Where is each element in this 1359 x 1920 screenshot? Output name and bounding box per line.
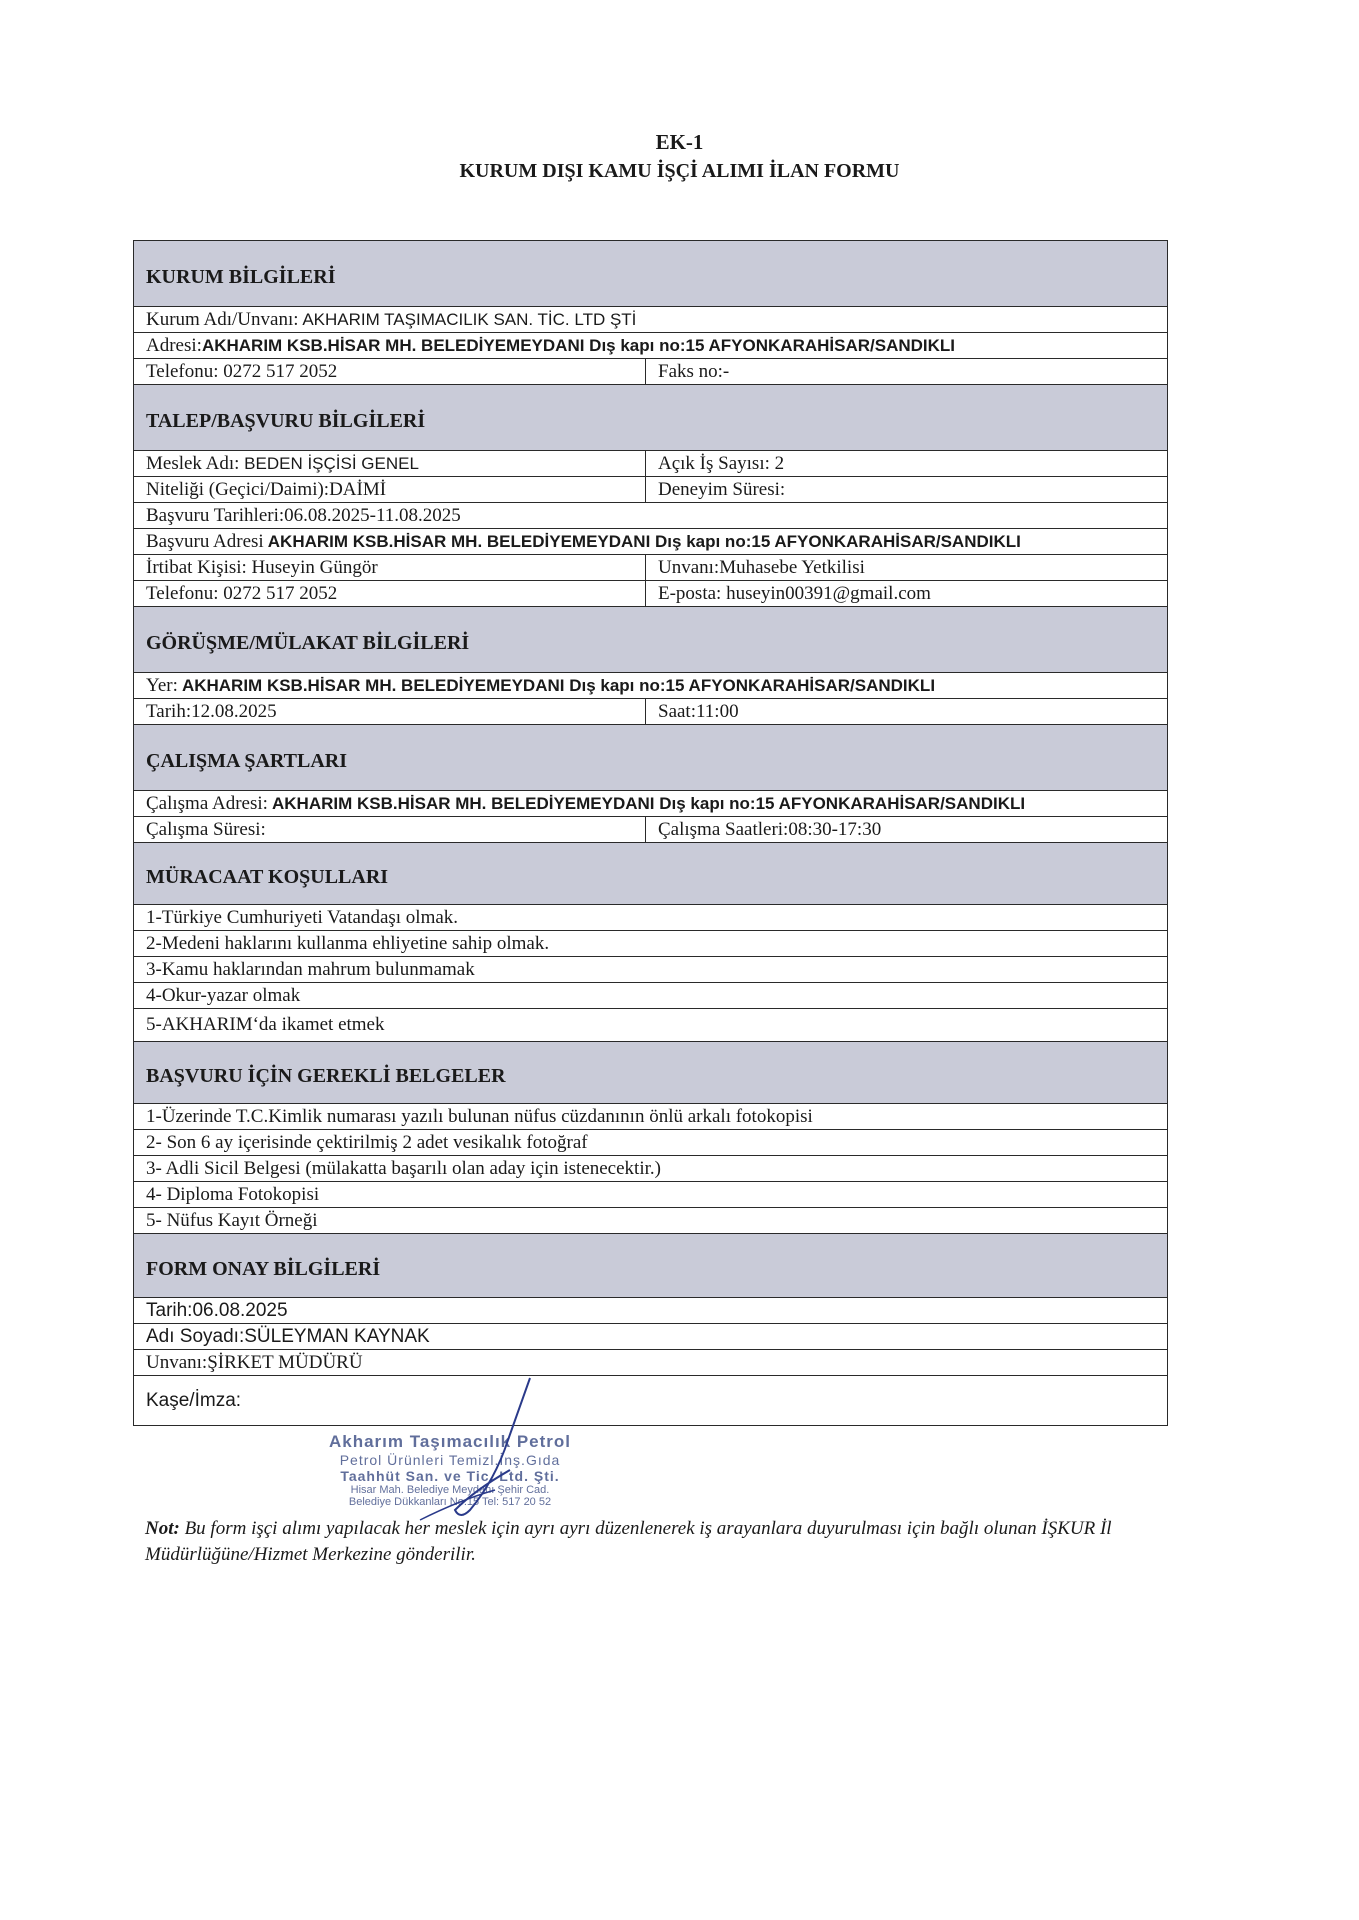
gorusme-yer-label: Yer:	[146, 674, 178, 696]
meslek-label: Meslek Adı:	[146, 452, 240, 474]
onay-kase: Kaşe/İmza:	[134, 1376, 1168, 1426]
note-text: Bu form işçi alımı yapılacak her meslek için ayrı ayrı düzenlenerek iş arayanlara duyurulması için bağlı olunan İŞKUR İl Müdürlüğüne/Hizmet Merkezine gönderilir.	[145, 1518, 1112, 1565]
stamp-line: Petrol Ürünleri Temizl.İnş.Gıda	[339, 1452, 561, 1468]
onay-adi-row	[134, 1324, 1168, 1350]
talep-telefon: Telefonu: 0272 517 2052	[134, 581, 646, 607]
iletisim-row	[134, 581, 1168, 607]
gorusme-tarih-row	[134, 699, 1168, 725]
list-item	[134, 1182, 1168, 1208]
stamp-line: Hisar Mah. Belediye Meydanı Şehir Cad.	[350, 1484, 550, 1496]
gorusme-yer-row	[134, 673, 1168, 699]
belge-item: 1-Üzerinde T.C.Kimlik numarası yazılı bulunan nüfus cüzdanının önlü arkalı fotokopisi	[134, 1104, 1168, 1130]
list-item	[134, 931, 1168, 957]
belge-item: 2- Son 6 ay içerisinde çektirilmiş 2 adet vesikalık fotoğraf	[134, 1130, 1168, 1156]
gorusme-yer-value: AKHARIM KSB.HİSAR MH. BELEDİYEMEYDANI Dış kapı no:15 AFYONKARAHİSAR/SANDIKLI	[177, 675, 936, 695]
onay-tarih: Tarih:06.08.2025	[134, 1298, 1168, 1324]
stamp-line: Belediye Dükkanları No:15 Tel: 517 20 52	[348, 1496, 552, 1508]
list-item	[134, 1130, 1168, 1156]
gorusme-saat: Saat:11:00	[646, 699, 1168, 725]
section-calisma	[134, 725, 1168, 791]
irtibat-kisisi: İrtibat Kişisi: Huseyin Güngör	[134, 555, 646, 581]
section-heading: ÇALIŞMA ŞARTLARI	[134, 725, 1168, 791]
kurum-adi-row	[134, 307, 1168, 333]
list-item	[134, 957, 1168, 983]
calisma-adres-value: AKHARIM KSB.HİSAR MH. BELEDİYEMEYDANI Dış kapı no:15 AFYONKARAHİSAR/SANDIKLI	[267, 793, 1026, 813]
belge-item: 3- Adli Sicil Belgesi (mülakatta başarılı olan aday için istenecektir.)	[134, 1156, 1168, 1182]
gorusme-tarih: Tarih:12.08.2025	[134, 699, 646, 725]
form-table	[133, 240, 1168, 1426]
section-heading: MÜRACAAT KOŞULLARI	[134, 843, 1168, 905]
basvuru-adresi-row	[134, 529, 1168, 555]
kurum-adres-row	[134, 333, 1168, 359]
section-kurum	[134, 241, 1168, 307]
stamp-line: Taahhüt San. ve Tic. Ltd. Şti.	[340, 1468, 560, 1484]
note-label: Not:	[145, 1518, 180, 1539]
section-heading: FORM ONAY BİLGİLERİ	[134, 1234, 1168, 1298]
list-item	[134, 1208, 1168, 1234]
muracaat-item: 1-Türkiye Cumhuriyeti Vatandaşı olmak.	[134, 905, 1168, 931]
onay-unvan-row	[134, 1350, 1168, 1376]
talep-eposta: E-posta: huseyin00391@gmail.com	[646, 581, 1168, 607]
section-talep	[134, 385, 1168, 451]
form-title: KURUM DIŞI KAMU İŞÇİ ALIMI İLAN FORMU	[459, 160, 900, 182]
meslek-value: BEDEN İŞÇİSİ GENEL	[239, 453, 419, 473]
belge-item: 4- Diploma Fotokopisi	[134, 1182, 1168, 1208]
ek-label: EK-1	[655, 130, 704, 154]
section-heading: GÖRÜŞME/MÜLAKAT BİLGİLERİ	[134, 607, 1168, 673]
signature	[400, 1370, 580, 1530]
niteligi: Niteliği (Geçici/Daimi):DAİMİ	[134, 477, 646, 503]
kurum-adi-label: Kurum Adı/Unvanı:	[146, 308, 299, 330]
muracaat-item: 4-Okur-yazar olmak	[134, 983, 1168, 1009]
kurum-adres-value: AKHARIM KSB.HİSAR MH. BELEDİYEMEYDANI Dış kapı no:15 AFYONKARAHİSAR/SANDIKLI	[201, 335, 956, 355]
muracaat-item: 3-Kamu haklarından mahrum bulunmamak	[134, 957, 1168, 983]
section-muracaat	[134, 843, 1168, 905]
section-heading: KURUM BİLGİLERİ	[134, 241, 1168, 307]
list-item	[134, 905, 1168, 931]
onay-tarih-row	[134, 1298, 1168, 1324]
irtibat-unvani: Unvanı:Muhasebe Yetkilisi	[646, 555, 1168, 581]
muracaat-item: 5-AKHARIM‘da ikamet etmek	[134, 1009, 1168, 1042]
section-gorusme	[134, 607, 1168, 673]
kurum-adres-label: Adresi:	[146, 334, 202, 356]
list-item	[134, 1104, 1168, 1130]
onay-adi-soyadi: Adı Soyadı:SÜLEYMAN KAYNAK	[134, 1324, 1168, 1350]
basvuru-tarihleri-row	[134, 503, 1168, 529]
acik-is-sayisi: Açık İş Sayısı: 2	[646, 451, 1168, 477]
onay-kase-row	[134, 1376, 1168, 1426]
deneyim-suresi: Deneyim Süresi:	[646, 477, 1168, 503]
calisma-suresi: Çalışma Süresi:	[134, 817, 646, 843]
kurum-telefon: Telefonu: 0272 517 2052	[134, 359, 646, 385]
onay-unvani: Unvanı:ŞİRKET MÜDÜRÜ	[134, 1350, 1168, 1376]
basvuru-adresi-value: AKHARIM KSB.HİSAR MH. BELEDİYEMEYDANI Dış kapı no:15 AFYONKARAHİSAR/SANDIKLI	[263, 531, 1021, 551]
section-heading: BAŞVURU İÇİN GEREKLİ BELGELER	[134, 1042, 1168, 1104]
calisma-adres-label: Çalışma Adresi:	[146, 792, 268, 814]
section-belgeler	[134, 1042, 1168, 1104]
kurum-telefon-row	[134, 359, 1168, 385]
basvuru-adresi-label: Başvuru Adresi	[146, 530, 264, 552]
muracaat-item: 2-Medeni haklarını kullanma ehliyetine sahip olmak.	[134, 931, 1168, 957]
footnote	[145, 1516, 1195, 1568]
stamp-line: Akharım Taşımacılık Petrol	[328, 1432, 572, 1451]
meslek-row	[134, 451, 1168, 477]
section-onay	[134, 1234, 1168, 1298]
section-heading: TALEP/BAŞVURU BİLGİLERİ	[134, 385, 1168, 451]
list-item	[134, 983, 1168, 1009]
kurum-adi-value: AKHARIM TAŞIMACILIK SAN. TİC. LTD ŞTİ	[298, 309, 637, 329]
list-item	[134, 1009, 1168, 1042]
list-item	[134, 1156, 1168, 1182]
calisma-saatleri: Çalışma Saatleri:08:30-17:30	[646, 817, 1168, 843]
basvuru-tarihleri: Başvuru Tarihleri:06.08.2025-11.08.2025	[134, 503, 1168, 529]
calisma-adres-row	[134, 791, 1168, 817]
belge-item: 5- Nüfus Kayıt Örneği	[134, 1208, 1168, 1234]
irtibat-row	[134, 555, 1168, 581]
kurum-faks: Faks no:-	[646, 359, 1168, 385]
niteligi-row	[134, 477, 1168, 503]
calisma-sure-row	[134, 817, 1168, 843]
